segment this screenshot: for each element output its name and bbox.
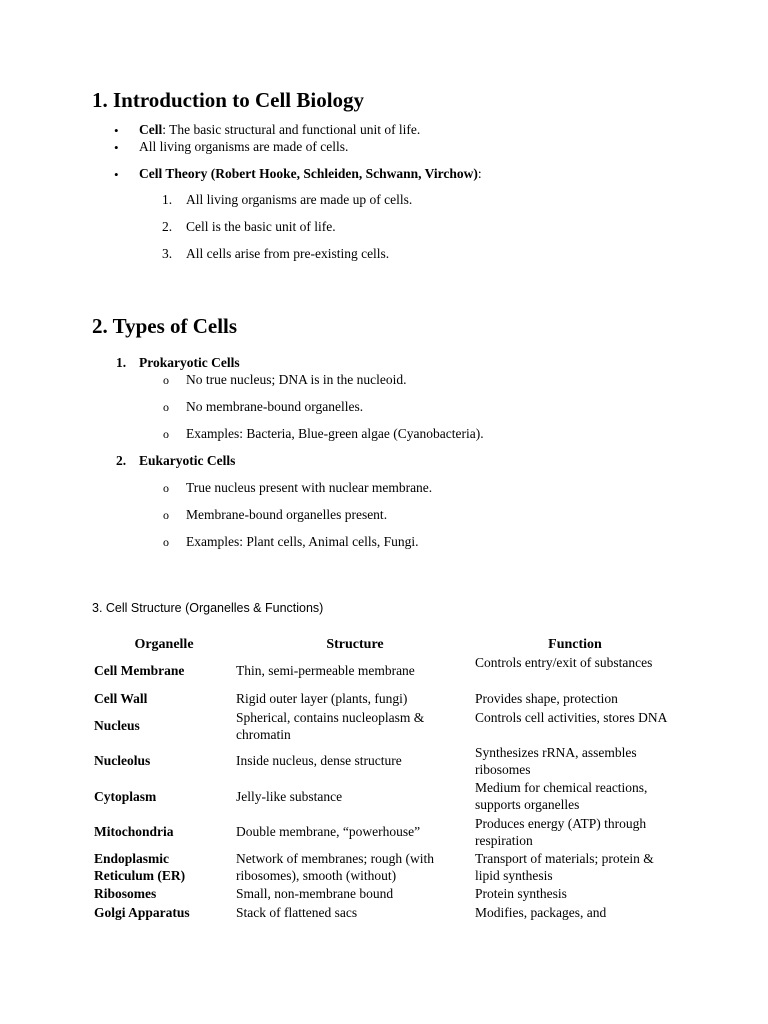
list-item xyxy=(139,166,482,182)
table-cell-structure: Thin, semi-permeable membrane xyxy=(236,663,415,678)
table-cell-function: Controls cell activities, stores DNA xyxy=(475,710,668,725)
list-item: All living organisms are made of cells. xyxy=(139,139,349,154)
table-cell-function: Provides shape, protection xyxy=(475,691,618,706)
definition: : The basic structural and functional unit of life. xyxy=(162,122,421,137)
table-cell-function: Controls entry/exit of substances xyxy=(475,655,653,670)
list-item xyxy=(139,122,420,138)
bullet-icon: • xyxy=(114,123,119,138)
prokaryotic-title: Prokaryotic Cells xyxy=(139,355,240,370)
bullet-icon: • xyxy=(114,167,119,182)
list-item: Examples: Bacteria, Blue-green algae (Cyanobacteria). xyxy=(186,426,484,441)
table-cell-structure: Inside nucleus, dense structure xyxy=(236,753,402,768)
table-cell-organelle: Cytoplasm xyxy=(94,789,157,804)
list-item: No membrane-bound organelles. xyxy=(186,399,364,414)
sub-bullet-icon: o xyxy=(163,535,169,549)
column-header-organelle: Organelle xyxy=(134,637,194,652)
list-item: All living organisms are made up of cells. xyxy=(186,192,413,207)
section-3-heading: 3. Cell Structure (Organelles & Functions) xyxy=(92,601,324,615)
table-cell-organelle: Endoplasmic Reticulum (ER) xyxy=(94,851,186,883)
table-cell-organelle: Nucleolus xyxy=(94,753,151,768)
list-number: 3. xyxy=(162,246,173,261)
list-item: True nucleus present with nuclear membrane. xyxy=(186,480,433,495)
table-cell-organelle: Nucleus xyxy=(94,718,140,733)
table-cell-structure: Spherical, contains nucleoplasm & chromatin xyxy=(236,710,425,742)
bullet-icon: • xyxy=(114,140,119,155)
column-header-function: Function xyxy=(548,637,602,652)
table-cell-function: Produces energy (ATP) through respiration xyxy=(475,816,647,848)
eukaryotic-title: Eukaryotic Cells xyxy=(139,453,236,468)
sub-bullet-icon: o xyxy=(163,508,169,522)
cell-theory-term: Cell Theory (Robert Hooke, Schleiden, Schwann, Virchow) xyxy=(139,166,478,181)
list-number: 1. xyxy=(116,355,127,370)
list-number: 2. xyxy=(116,453,127,468)
list-number: 1. xyxy=(162,192,173,207)
table-cell-structure: Stack of flattened sacs xyxy=(236,905,358,920)
table-cell-function: Modifies, packages, and xyxy=(475,905,607,920)
sub-bullet-icon: o xyxy=(163,427,169,441)
table-cell-function: Transport of materials; protein & lipid synthesis xyxy=(475,851,654,883)
list-item: Cell is the basic unit of life. xyxy=(186,219,336,234)
list-number: 2. xyxy=(162,219,173,234)
cell-theory-suffix: : xyxy=(477,166,482,181)
list-item: No true nucleus; DNA is in the nucleoid. xyxy=(186,372,407,387)
table-cell-organelle: Cell Wall xyxy=(94,691,148,706)
sub-bullet-icon: o xyxy=(163,481,169,495)
column-header-structure: Structure xyxy=(326,637,384,652)
table-cell-structure: Jelly-like substance xyxy=(236,789,343,804)
table-cell-structure: Double membrane, “powerhouse” xyxy=(236,824,421,839)
sub-bullet-icon: o xyxy=(163,373,169,387)
list-item: Examples: Plant cells, Animal cells, Fungi. xyxy=(186,534,419,549)
table-cell-organelle: Cell Membrane xyxy=(94,663,185,678)
section-1-heading: 1. Introduction to Cell Biology xyxy=(92,88,365,112)
list-item: Membrane-bound organelles present. xyxy=(186,507,388,522)
table-cell-structure: Network of membranes; rough (with ribosomes), smooth (without) xyxy=(236,851,434,883)
sub-bullet-icon: o xyxy=(163,400,169,414)
table-cell-organelle: Mitochondria xyxy=(94,824,174,839)
table-cell-function: Protein synthesis xyxy=(475,886,567,901)
table-cell-structure: Rigid outer layer (plants, fungi) xyxy=(236,691,408,706)
table-cell-function: Synthesizes rRNA, assembles ribosomes xyxy=(475,745,637,777)
table-cell-organelle: Ribosomes xyxy=(94,886,157,901)
table-cell-structure: Small, non-membrane bound xyxy=(236,886,394,901)
table-cell-organelle: Golgi Apparatus xyxy=(94,905,190,920)
term: Cell xyxy=(139,122,163,137)
table-cell-function: Medium for chemical reactions, supports organelles xyxy=(475,780,648,812)
section-2-heading: 2. Types of Cells xyxy=(92,314,238,338)
list-item: All cells arise from pre-existing cells. xyxy=(186,246,390,261)
